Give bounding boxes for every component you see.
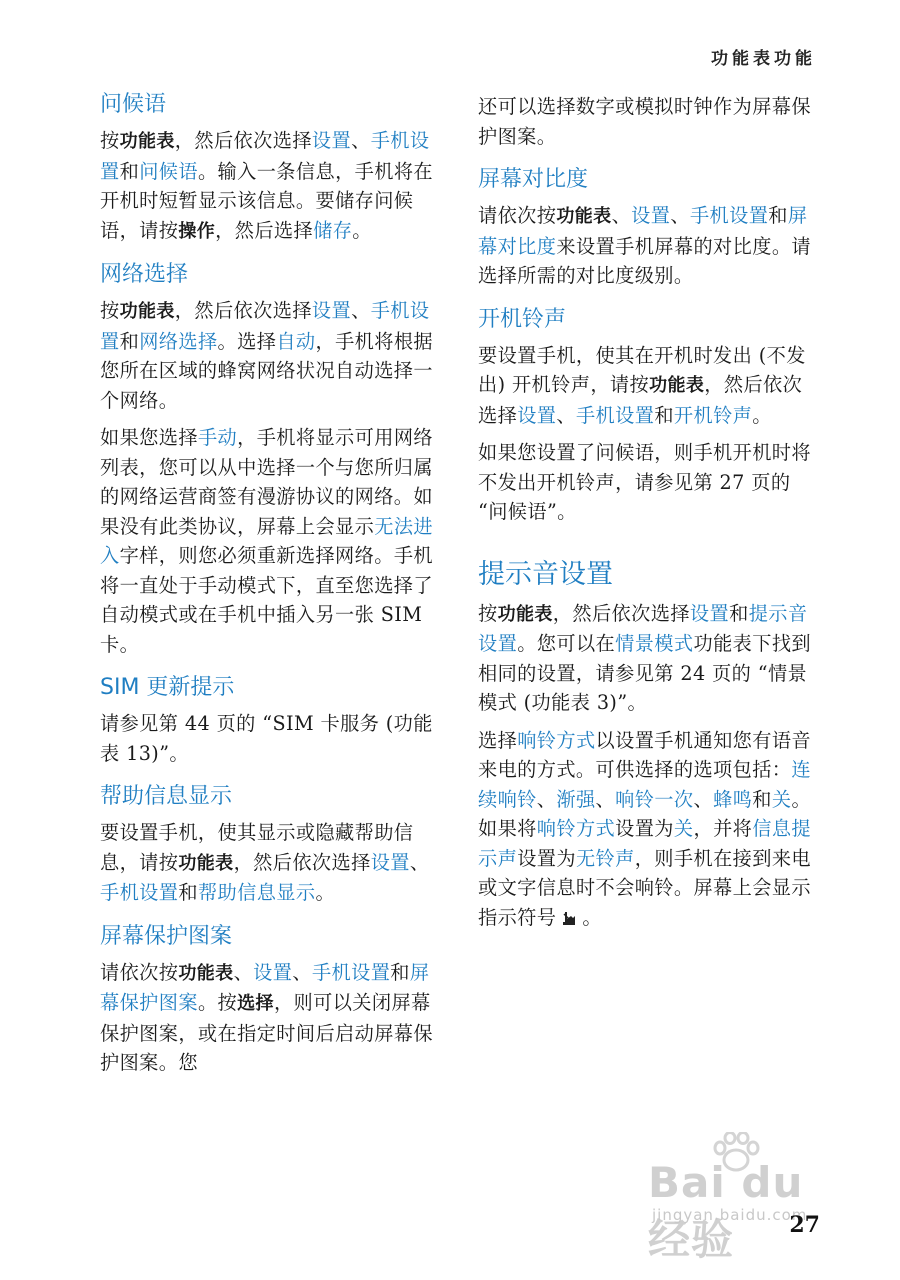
help-display-paragraph: 要设置手机，使其显示或隐藏帮助信息，请按功能表，然后依次选择设置、手机设置和帮助信息显示。: [100, 821, 430, 904]
startup-tone-paragraph-2: 如果您设置了问候语，则手机开机时将不发出开机铃声，请参见第 27 页的 “问候语”。: [478, 441, 811, 523]
startup-tone-paragraph-1: 要设置手机，使其在开机时发出 (不发出) 开机铃声，请按功能表，然后依次选择设置、手机设置和开机铃声。: [478, 343, 806, 427]
tone-settings-paragraph-2: 选择响铃方式以设置手机通知您有语音来电的方式。可供选择的选项包括：连续响铃、渐强、响铃一次、蜂鸣和关。如果将响铃方式设置为关，并将信息提示声设置为无铃声，则手机在接到来电或文字信息时不会响铃。屏幕上会显示指示符号 。: [478, 728, 812, 929]
section-title-tone-settings: 提示音设置: [478, 558, 613, 590]
page-number: 27: [789, 1212, 820, 1238]
section-title-greeting: 问候语: [100, 92, 167, 117]
section-title-contrast: 屏幕对比度: [478, 167, 589, 192]
section-title-sim-update: SIM 更新提示: [100, 675, 235, 700]
watermark-brand: Bai du 经验: [648, 1158, 804, 1264]
screensaver-paragraph: 请依次按功能表、设置、手机设置和屏幕保护图案。按选择，则可以关闭屏幕保护图案，或在指定时间后启动屏幕保护图案。您: [100, 960, 433, 1074]
section-title-help-display: 帮助信息显示: [100, 784, 233, 809]
left-column: [100, 90, 435, 1086]
tone-settings-paragraph-1: 按功能表，然后依次选择设置和提示音设置。您可以在情景模式功能表下找到相同的设置，请参见第 24 页的 “情景模式 (功能表 3)”。: [478, 601, 812, 714]
running-header: 功能表功能: [711, 49, 816, 69]
contrast-paragraph: 请依次按功能表、设置、手机设置和屏幕对比度来设置手机屏幕的对比度。请选择所需的对比度级别。: [478, 204, 811, 287]
section-title-screensaver: 屏幕保护图案: [100, 923, 233, 949]
section-title-startup-tone: 开机铃声: [478, 306, 567, 332]
screensaver-continued-paragraph: 还可以选择数字或模拟时钟作为屏幕保护图案。: [478, 95, 811, 148]
greeting-paragraph: 按功能表，然后依次选择设置、手机设置和问候语。输入一条信息，手机将在开机时短暂显示该信息。要储存问候语，请按操作，然后选择储存。: [100, 129, 434, 242]
watermark-url: jingyan.baidu.com: [652, 1206, 808, 1224]
sim-update-paragraph: 请参见第 44 页的 “SIM 卡服务 (功能表 13)”。: [100, 712, 433, 765]
right-column: [478, 92, 813, 940]
network-paragraph-1: 按功能表，然后依次选择设置、手机设置和网络选择。选择自动，手机将根据您所在区域的蜂窝网络状况自动选择一个网络。: [100, 299, 434, 412]
section-title-network: 网络选择: [100, 262, 189, 287]
silent-ring-indicator-icon: [562, 910, 576, 926]
network-paragraph-2: 如果您选择手动，手机将显示可用网络列表，您可以从中选择一个与您所归属的网络运营商签有漫游协议的网络。如果没有此类协议，屏幕上会显示无法进入字样，则您必须重新选择网络。手机将一直处于手动模式下，直至您选择了自动模式或在手机中插入另一张 SIM 卡。: [100, 426, 433, 656]
